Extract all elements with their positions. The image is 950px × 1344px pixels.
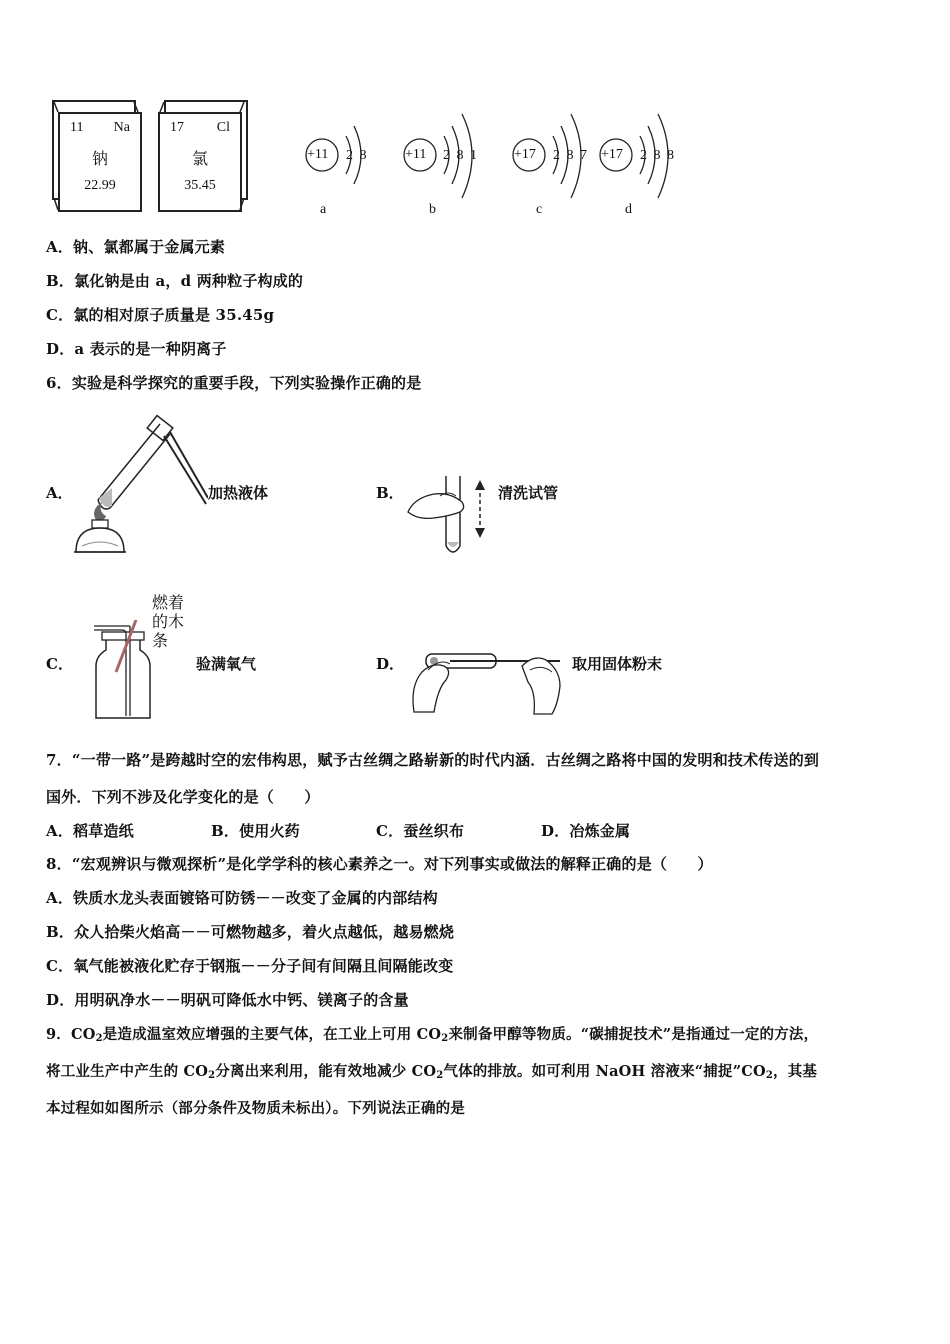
- q7-option-c: C．蚕丝织布: [376, 822, 465, 840]
- atom-label: d: [625, 202, 632, 217]
- shell-electrons: 2 8 1: [443, 148, 477, 163]
- q8-stem: 8．“宏观辨识与微观探析”是化学学科的核心素养之一。对下列事实或做法的解释正确的是（ ）: [46, 855, 713, 873]
- q9-text: 9．CO: [46, 1026, 96, 1043]
- q9-text: 将工业生产中产生的 CO: [46, 1063, 209, 1080]
- shell-electrons: 2 8: [346, 148, 367, 163]
- heating-liquid-illustration: [68, 412, 208, 557]
- q5-option-d: D．a 表示的是一种阴离子: [46, 340, 227, 358]
- q9-text: 来制备甲醇等物质。“碳捕捉技术”是指通过一定的方法，: [448, 1026, 819, 1043]
- q6-c-letter: C．: [46, 655, 73, 673]
- q8-option-a: A．铁质水龙头表面镀铬可防锈－－改变了金属的内部结构: [46, 889, 438, 907]
- element-name: 氯: [191, 149, 208, 168]
- powder-tube-illustration: [410, 626, 570, 718]
- q9-text: 气体的排放。如可利用 NaOH 溶液来“捕捉”CO: [443, 1063, 766, 1080]
- washing-tube-illustration: [404, 472, 494, 560]
- nucleus-charge: +11: [405, 147, 427, 162]
- q7-line2: 国外．下列不涉及化学变化的是（ ）: [46, 788, 320, 806]
- q7-line1: 7．“一带一路”是跨越时空的宏伟构思，赋予古丝绸之路崭新的时代内涵．古丝绸之路将中国的发明和技术传送的到: [46, 751, 820, 769]
- q5-option-c: C．氯的相对原子质量是 35.45g: [46, 306, 275, 324]
- q7-option-b: B．使用火药: [211, 822, 300, 840]
- nucleus-charge: +17: [514, 147, 536, 162]
- atomic-number: 11: [70, 120, 84, 135]
- q5-option-a: A．钠、氯都属于金属元素: [46, 238, 226, 256]
- tile-edges: [48, 98, 268, 214]
- nucleus-charge: +17: [601, 147, 623, 162]
- q8-option-d: D．用明矾净水－－明矾可降低水中钙、镁离子的含量: [46, 991, 409, 1009]
- atomic-number: 17: [170, 120, 184, 135]
- element-symbol: Na: [113, 120, 130, 135]
- atom-label: c: [536, 202, 543, 217]
- element-name: 钠: [91, 149, 108, 168]
- atom-label: b: [429, 202, 436, 217]
- subscript: 2: [95, 1033, 103, 1044]
- q8-option-b: B．众人拾柴火焰高－－可燃物越多，着火点越低，越易燃烧: [46, 923, 455, 941]
- q9-line1: [46, 1023, 818, 1044]
- subscript: 2: [436, 1070, 444, 1081]
- q8-option-c: C．氧气能被液化贮存于钢瓶－－分子间有间隔且间隔能改变: [46, 957, 454, 975]
- q6-stem: 6．实验是科学探究的重要手段，下列实验操作正确的是: [46, 374, 422, 392]
- subscript: 2: [208, 1070, 216, 1081]
- atom-label: a: [320, 202, 327, 217]
- nucleus-charge: +11: [307, 147, 329, 162]
- q7-option-d: D．冶炼金属: [541, 822, 631, 840]
- q6-b-letter: B．: [376, 484, 404, 502]
- q6-a-letter: A．: [46, 484, 73, 502]
- q6-a-caption: 加热液体: [208, 484, 269, 502]
- burning-stick-label: [152, 593, 184, 650]
- shell-electrons: 2 8 8: [640, 148, 674, 163]
- subscript: 2: [765, 1070, 773, 1081]
- element-symbol: Cl: [216, 120, 230, 135]
- q6-b-caption: 清洗试管: [498, 484, 559, 502]
- q9-line2: [46, 1060, 817, 1081]
- subscript: 2: [441, 1033, 449, 1044]
- atomic-mass: 22.99: [84, 178, 116, 193]
- shell-electrons: 2 8 7: [553, 148, 587, 163]
- q6-d-letter: D．: [376, 655, 405, 673]
- q9-text: 是造成温室效应增强的主要气体，在工业上可用 CO: [102, 1026, 442, 1043]
- atomic-mass: 35.45: [184, 178, 216, 193]
- q5-option-b: B．氯化钠是由 a，d 两种粒子构成的: [46, 272, 304, 290]
- q9-line3: 本过程如如图所示（部分条件及物质未标出）。下列说法正确的是: [46, 1100, 466, 1117]
- q6-d-caption: 取用固体粉末: [572, 655, 663, 673]
- q7-option-a: A．稻草造纸: [46, 822, 134, 840]
- handwrite-text: 燃着 的木 条: [152, 593, 185, 650]
- q9-text: 分离出来利用，能有效地减少 CO: [215, 1063, 437, 1080]
- q6-c-caption: 验满氧气: [196, 655, 257, 673]
- q9-text: ，其基: [773, 1063, 818, 1080]
